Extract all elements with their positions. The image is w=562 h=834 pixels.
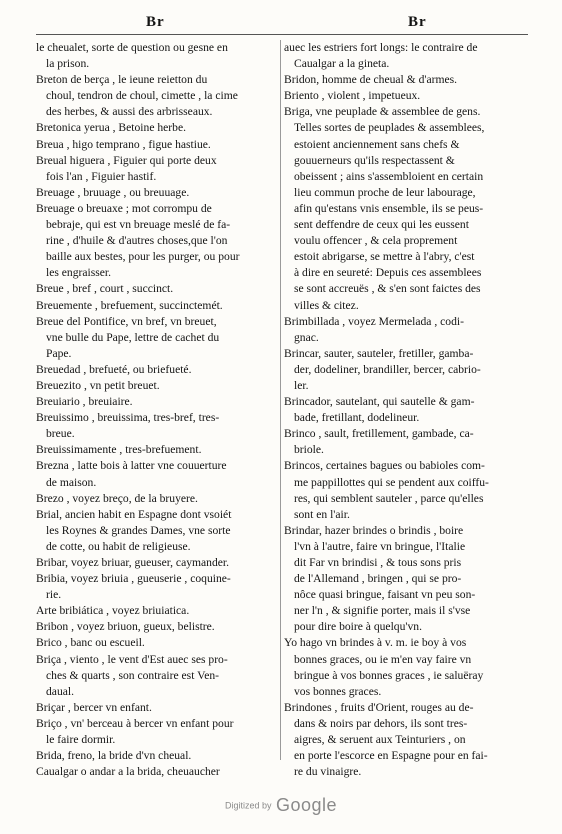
entry-line: Bribon , voyez briuon, gueux, belistre. (36, 620, 215, 634)
dictionary-entry (36, 314, 274, 362)
entry-line: Breue , bref , court , succinct. (36, 282, 174, 296)
dictionary-entry (36, 201, 274, 281)
entry-line: gouuerneurs qu'ils respectassent & (294, 153, 455, 167)
dictionary-entry (36, 764, 274, 780)
entry-line: Brico , banc ou escueil. (36, 636, 145, 650)
dictionary-entry (36, 153, 274, 185)
entry-line: baille aux bestes, pour les purger, ou pour (46, 250, 240, 264)
entry-line: les Roynes & grandes Dames, vne sorte (46, 523, 231, 537)
dictionary-entry (36, 652, 274, 700)
dictionary-entry (284, 40, 526, 72)
entry-line: pour dire boire à quelqu'vn. (294, 620, 422, 634)
entry-line: Caualgar o andar a la brida, cheuaucher (36, 765, 220, 779)
entry-line: sont en l'air. (294, 507, 350, 521)
dictionary-entry (36, 362, 274, 378)
dictionary-entry (36, 378, 274, 394)
entry-line: briole. (294, 443, 324, 457)
dictionary-entry (36, 120, 274, 136)
entry-line: Bribia, voyez briuia , gueuserie , coquine- (36, 572, 231, 586)
dictionary-entry (284, 700, 526, 780)
entry-line: de maison. (46, 475, 97, 489)
entry-line: Breuezito , vn petit breuet. (36, 378, 160, 392)
entry-line: Brindar, hazer brindes o brindis , boire (284, 523, 464, 537)
dictionary-entry (284, 426, 526, 458)
entry-line: Brezna , latte bois à latter vne couuerture (36, 459, 227, 473)
dictionary-entry (36, 185, 274, 201)
entry-line: estoit abrigarse, se mettre à l'abry, c'est (294, 250, 475, 264)
entry-line: obeissent ; ains s'assembloient en certain (294, 169, 484, 183)
dictionary-entry (36, 491, 274, 507)
entry-line: me pappillottes qui se pendent aux coiffu- (294, 475, 489, 489)
dictionary-entry (36, 442, 274, 458)
dictionary-entry (284, 394, 526, 426)
entry-line: res, qui semblent sauteler , parce qu'elles (294, 491, 484, 505)
dictionary-entry (36, 458, 274, 490)
left-column (36, 40, 274, 780)
entry-line: les engraisser. (46, 266, 112, 280)
entry-line: auec les estriers fort longs: le contraire de (284, 41, 478, 54)
entry-line: fois l'an , Figuier hastif. (46, 169, 157, 183)
entry-line: le faire dormir. (46, 733, 116, 747)
entry-line: afin qu'estans vnis ensemble, ils se peus- (294, 201, 484, 215)
google-logo: Google (275, 795, 338, 815)
entry-line: rie. (46, 588, 62, 602)
entry-line: ner l'n , & signifie porter, mais il s'vse (294, 604, 471, 618)
left-running-head: Br (146, 14, 165, 30)
entry-line: ches & quarts , son contraire est Ven- (46, 668, 219, 682)
header-rule (36, 34, 528, 35)
dictionary-entry (36, 137, 274, 153)
entry-line: Breuissimamente , tres-brefuement. (36, 443, 202, 457)
entry-line: Brimbillada , voyez Mermelada , codi- (284, 314, 464, 328)
dictionary-entry (36, 571, 274, 603)
entry-line: Arte bribiática , voyez briuiatica. (36, 604, 190, 618)
entry-line: Brial, ancien habit en Espagne dont vsoiét (36, 507, 232, 521)
entry-line: villes & citez. (294, 298, 359, 312)
entry-line: Bretonica yerua , Betoine herbe. (36, 121, 187, 135)
dictionary-entry (36, 635, 274, 651)
entry-line: Brincador, sautelant, qui sautelle & gam- (284, 395, 475, 409)
entry-line: Breue del Pontifice, vn bref, vn breuet, (36, 314, 217, 328)
dictionary-entry (284, 104, 526, 313)
entry-line: re du vinaigre. (294, 765, 362, 779)
entry-line: Breuedad , brefueté, ou briefueté. (36, 362, 192, 376)
dictionary-entry (284, 635, 526, 699)
entry-line: Brindones , fruits d'Orient, rouges au de- (284, 700, 474, 714)
dictionary-entry (36, 410, 274, 442)
entry-line: Brezo , voyez breço, de la bruyere. (36, 491, 198, 505)
right-column (284, 40, 526, 780)
entry-line: Breton de berça , le ieune reietton du (36, 73, 208, 87)
entry-line: bade, fretillant, dodelineur. (294, 411, 420, 425)
right-running-head: Br (408, 14, 427, 30)
entry-line: estoient anciennement sans chefs & (294, 137, 460, 151)
entry-line: Briga, vne peuplade & assemblee de gens. (284, 105, 481, 119)
entry-line: der, dodeliner, brandiller, bercer, cabrio- (294, 362, 481, 376)
entry-line: daual. (46, 684, 75, 698)
entry-line: Breual higuera , Figuier qui porte deux (36, 153, 217, 167)
entry-line: en porte l'escorce en Espagne pour en fai- (294, 749, 488, 763)
entry-line: de l'Allemand , bringen , qui se pro- (294, 572, 462, 586)
dictionary-entry (36, 603, 274, 619)
dictionary-entry (36, 748, 274, 764)
entry-line: dans & noirs par dehors, ils sont tres- (294, 716, 468, 730)
dictionary-entry (36, 298, 274, 314)
entry-line: rine , d'huile & d'autres choses,que l'on (46, 234, 228, 248)
entry-line: Brida, freno, la bride d'vn cheual. (36, 749, 192, 763)
entry-line: de cotte, ou habit de religieuse. (46, 539, 191, 553)
dictionary-entry (284, 346, 526, 394)
digitized-by-label: Digitized by (224, 800, 272, 811)
dictionary-entry (36, 700, 274, 716)
entry-line: se sont accreuës , & s'en sont faictes des (294, 282, 481, 296)
entry-line: Briço , vn' berceau à bercer vn enfant pour (36, 716, 234, 730)
entry-line: bebraje, qui est vn breuage meslé de fa- (46, 218, 231, 232)
entry-line: Bridon, homme de cheual & d'armes. (284, 73, 458, 87)
entry-line: Brincos, certaines bagues ou babioles com- (284, 459, 485, 473)
dictionary-entry (36, 40, 274, 72)
dictionary-entry (36, 619, 274, 635)
entry-line: Yo hago vn brindes à v. m. ie boy à vos (284, 636, 467, 650)
dictionary-entry (36, 72, 274, 120)
entry-line: Brincar, sauter, sauteler, fretiller, gamba- (284, 346, 474, 360)
dictionary-entry (284, 458, 526, 522)
entry-line: vos bonnes graces. (294, 684, 382, 698)
entry-line: Telles sortes de peuplades & assemblees, (294, 121, 485, 135)
dictionary-entry (36, 394, 274, 410)
entry-line: Breua , higo temprano , figue hastiue. (36, 137, 211, 151)
dictionary-entry (36, 281, 274, 297)
entry-line: la prison. (46, 57, 90, 71)
entry-line: ler. (294, 378, 309, 392)
dictionary-entry (36, 507, 274, 555)
entry-line: vne bulle du Pape, lettre de cachet du (46, 330, 220, 344)
entry-line: Briento , violent , impetueux. (284, 89, 421, 103)
entry-line: bonnes graces, ou ie m'en vay faire vn (294, 652, 472, 666)
entry-line: choul, tendron de choul, cimette , la cime (46, 89, 238, 103)
entry-line: Breuemente , brefuement, succinctemét. (36, 298, 223, 312)
entry-line: lieu commun proche de leur labourage, (294, 185, 476, 199)
entry-line: aigres, & seruent aux Teinturiers , on (294, 733, 466, 747)
entry-line: sent deffendre de ceux qui les eussent (294, 218, 469, 232)
entry-line: l'vn à l'autre, faire vn bringue, l'Italie (294, 539, 466, 553)
entry-line: Brinco , sault, fretillement, gambade, ca- (284, 427, 474, 441)
entry-line: Briçar , bercer vn enfant. (36, 700, 152, 714)
entry-line: dit Far vn brindisi , & tous sons pris (294, 556, 462, 569)
entry-line: Breuiario , breuiaire. (36, 395, 133, 409)
column-divider (280, 40, 281, 760)
entry-line: le cheualet, sorte de question ou gesne en (36, 41, 228, 54)
dictionary-entry (284, 72, 526, 88)
dictionary-entry (36, 555, 274, 571)
dictionary-entry (36, 716, 274, 748)
dictionary-entry (284, 314, 526, 346)
entry-line: des herbes, & aussi des arbrisseaux. (46, 105, 213, 119)
entry-line: Breuage o breuaxe ; mot corrompu de (36, 201, 212, 215)
digitization-footer (0, 795, 562, 816)
entry-line: Briça , viento , le vent d'Est auec ses pro- (36, 652, 228, 666)
entry-line: voulu offencer , & cela proprement (294, 234, 458, 248)
entry-line: gnac. (294, 330, 319, 344)
entry-line: à dire en seureté: Depuis ces assemblees (294, 266, 482, 280)
entry-line: Caualgar a la gineta. (294, 57, 390, 71)
entry-line: Bribar, voyez briuar, gueuser, caymander. (36, 556, 230, 569)
entry-line: Pape. (46, 346, 72, 360)
entry-line: Breuissimo , breuissima, tres-bref, tres- (36, 411, 220, 425)
dictionary-entry (284, 523, 526, 636)
entry-line: breue. (46, 427, 75, 441)
entry-line: bringue à vos bonnes graces , ie saluëray (294, 668, 484, 682)
entry-line: Breuage , bruuage , ou breuuage. (36, 185, 190, 199)
dictionary-entry (284, 88, 526, 104)
entry-line: nôce quasi bringue, faisant vn peu son- (294, 588, 476, 602)
